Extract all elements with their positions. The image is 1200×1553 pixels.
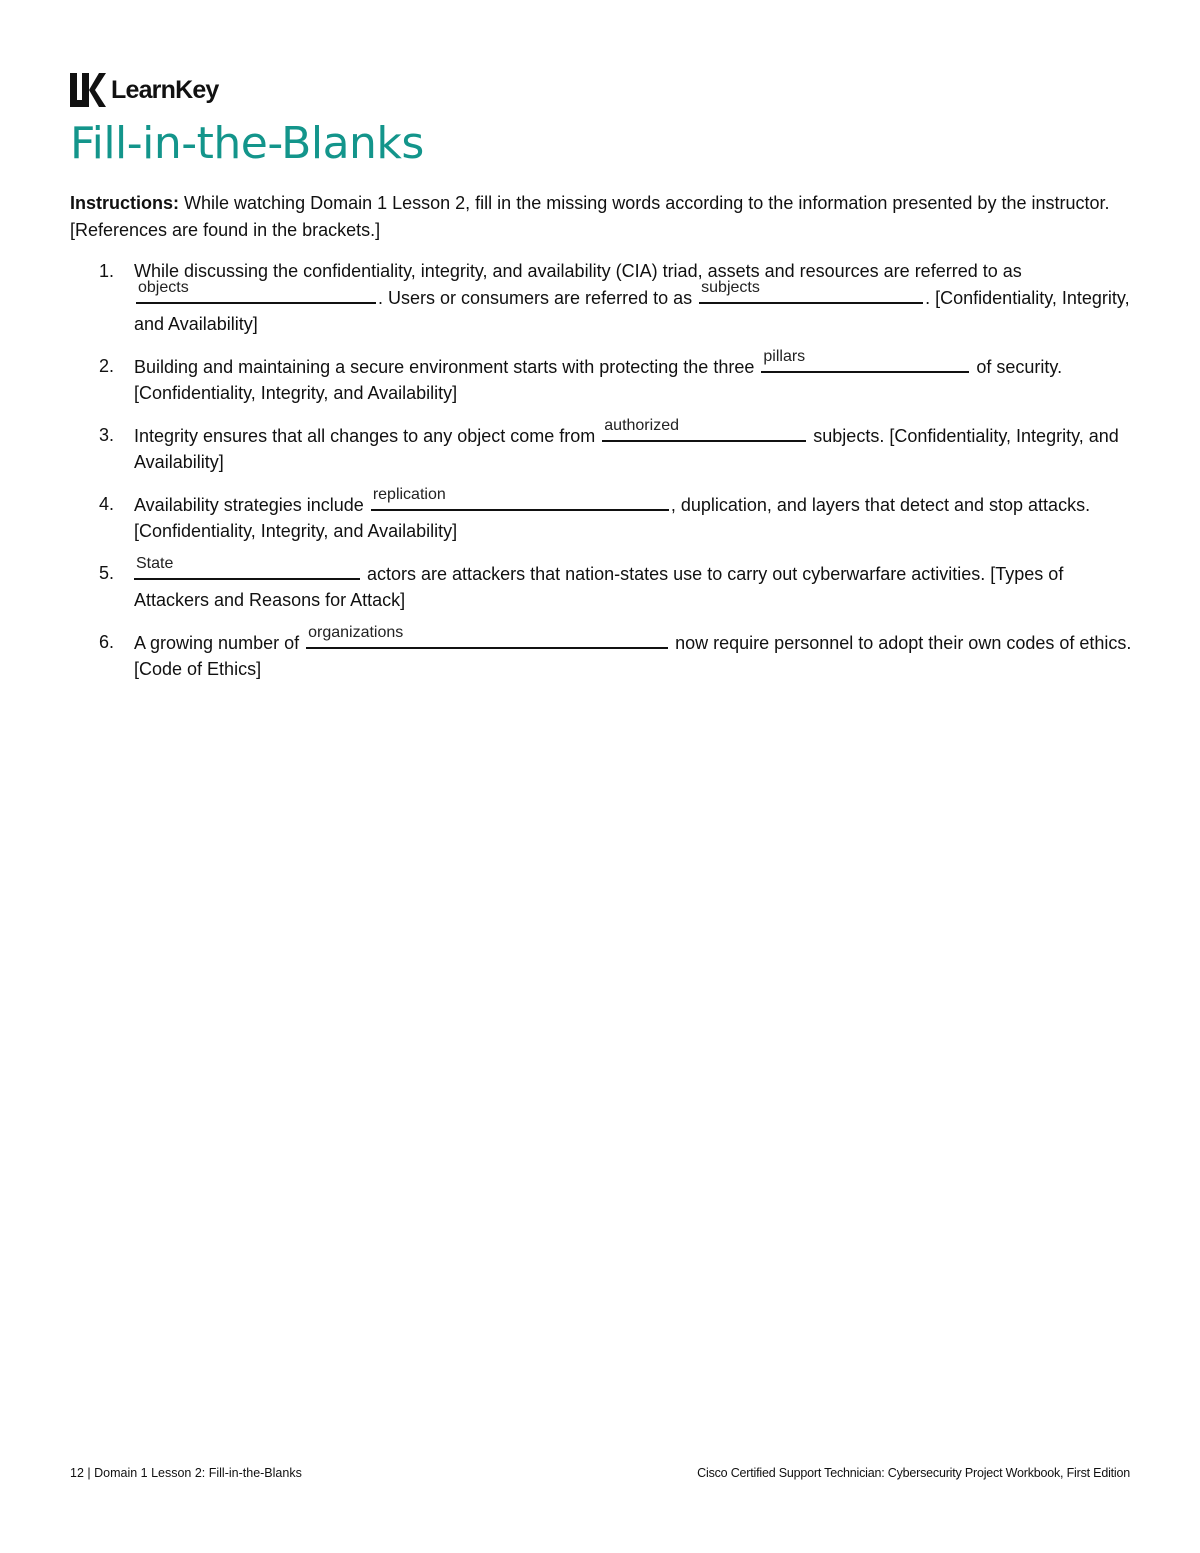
blank-answer: authorized [604,417,679,434]
question-2 [70,348,1142,406]
footer-book-title: Cisco Certified Support Technician: Cybersecurity Project Workbook, First Edition [697,1466,1130,1480]
question-text: . [Confidentiality, Integrity, and Availability] [134,288,1130,334]
question-4 [70,486,1142,544]
question-text: Integrity ensures that all changes to any object come from [134,426,596,446]
question-number: 3. [99,425,115,445]
page-title: Fill-in-the-Blanks [70,118,424,169]
question-text: now require personnel to adopt their own codes of ethics. [Code of Ethics] [134,633,1132,679]
question-text: While discussing the confidentiality, integrity, and availability (CIA) triad, assets and resources are referred to as [134,261,1022,281]
instructions-label: Instructions: [70,193,180,213]
question-text: . Users or consumers are referred to as [378,288,693,308]
question-6 [70,624,1142,682]
blank-answer: replication [372,486,446,503]
blank-field[interactable] [699,279,923,304]
blank-answer: objects [138,279,189,296]
question-text: Availability strategies include [134,495,364,515]
question-number: 2. [99,356,115,376]
blank-field[interactable] [371,486,669,511]
blank-field[interactable] [306,624,668,649]
lk-logo-icon [70,73,106,107]
question-3 [70,417,1142,475]
instructions [70,190,1132,244]
question-1 [70,258,1142,337]
question-text: subjects. [Confidentiality, Integrity, and Availability] [134,426,1119,472]
logo-text: LearnKey [111,76,219,104]
question-text: actors are attackers that nation-states use to carry out cyberwarfare activities. [Types of Attackers and Reasons for Attack] [134,564,1064,610]
footer-page-info: 12 | Domain 1 Lesson 2: Fill-in-the-Blanks [70,1466,302,1480]
question-text: of security. [Confidentiality, Integrity, and Availability] [134,357,1063,403]
blank-field[interactable] [761,348,969,373]
question-number: 5. [99,563,115,583]
blank-field[interactable] [136,279,376,304]
instructions-text: While watching Domain 1 Lesson 2, fill in the missing words according to the information presented by the instructor. [References are found in the brackets.] [70,193,1110,240]
question-text: Building and maintaining a secure environment starts with protecting the three [134,357,755,377]
learnkey-logo [70,72,219,108]
question-number: 1. [99,261,115,281]
blank-answer: organizations [308,624,404,641]
blank-answer: subjects [701,279,760,296]
question-text: A growing number of [134,633,300,653]
question-number: 4. [99,494,115,514]
blank-field[interactable] [602,417,806,442]
question-5 [70,555,1142,613]
question-number: 6. [99,632,115,652]
question-list [70,258,1142,698]
blank-field[interactable] [134,555,360,580]
question-text: , duplication, and layers that detect and stop attacks. [Confidentiality, Integrity, and Availability] [134,495,1091,541]
blank-answer: pillars [763,348,806,365]
blank-answer: State [136,555,174,572]
